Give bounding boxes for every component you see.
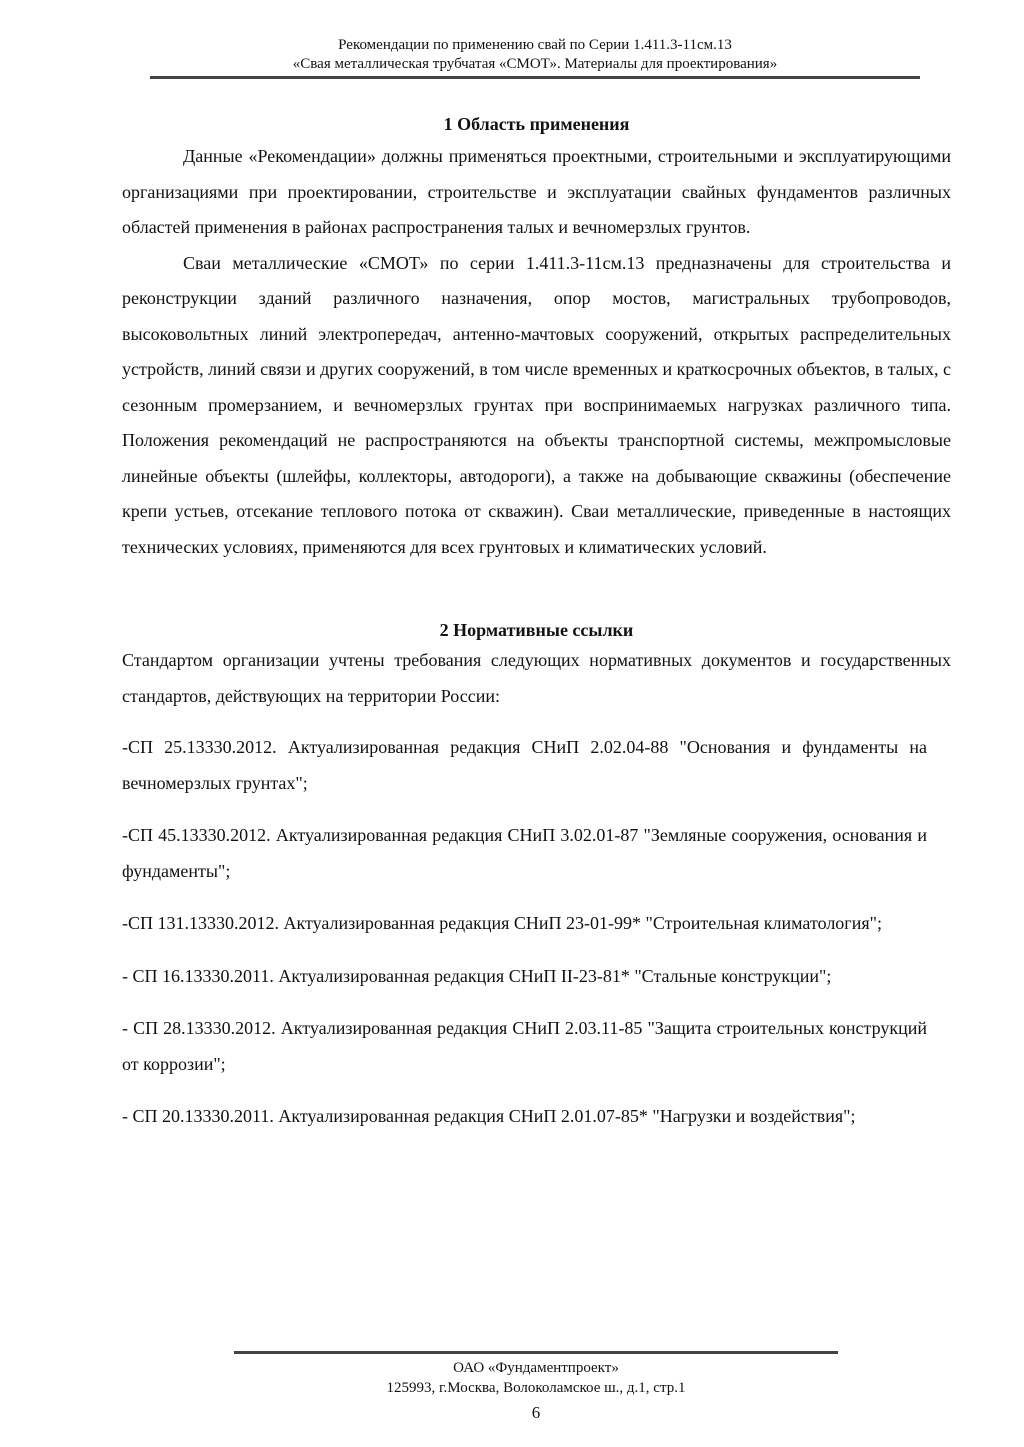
footer-address: 125993, г.Москва, Волоколамское ш., д.1, стр.1 <box>386 1380 686 1396</box>
references-list <box>122 730 927 1135</box>
header-divider <box>150 76 920 79</box>
header-line-2: «Свая металлическая трубчатая «СМОТ». Материалы для проектирования» <box>292 56 778 72</box>
section-1-paragraph: Сваи металлические «СМОТ» по серии 1.411.3-11см.13 предназначены для строительства и реконструкции зданий различного назначения, опор мостов, магистральных трубопроводов, высоковольтных линий электропередач, антенно-мачтовых сооружений, открытых распределительных устройств, линий связи и других сооружений, в том числе временных и краткосрочных объектов, в талых, с сезонным промерзанием, и вечномерзлых грунтах при воспринимаемых нагрузках различного типа. Положения рекомендаций не распространяются на объекты транспортной системы, межпромысловые линейные объекты (шлейфы, коллекторы, автодороги), а также на добывающие скважины (обеспечение крепи устьев, отсекание теплового потока от скважин). Сваи металлические, приведенные в настоящих технических условиях, применяются для всех грунтовых и климатических условий. <box>122 252 951 557</box>
page-body <box>122 111 951 1152</box>
page-number: 6 <box>531 1403 541 1422</box>
reference-item: - СП 20.13330.2011. Актуализированная редакция СНиП 2.01.07-85* "Нагрузки и воздействия"; <box>122 1106 856 1126</box>
section-2-intro: Стандартом организации учтены требования следующих нормативных документов и государственных стандартов, действующих на территории России: <box>122 650 951 706</box>
reference-item: -СП 131.13330.2012. Актуализированная редакция СНиП 23-01-99* "Строительная климатология"; <box>122 913 882 933</box>
section-1-title: 1 Область применения <box>443 114 630 134</box>
footer-divider <box>234 1351 838 1354</box>
header-line-1: Рекомендации по применению свай по Серии 1.411.3-11см.13 <box>338 37 732 53</box>
page-footer <box>234 1358 838 1423</box>
reference-item: - СП 28.13330.2012. Актуализированная редакция СНиП 2.03.11-85 "Защита строительных конструкций от коррозии"; <box>122 1018 927 1074</box>
reference-item: - СП 16.13330.2011. Актуализированная редакция СНиП II-23-81* "Стальные конструкции"; <box>122 965 832 986</box>
section-2-title: 2 Нормативные ссылки <box>439 620 634 640</box>
footer-org: ОАО «Фундаментпроект» <box>453 1360 619 1376</box>
reference-item: -СП 45.13330.2012. Актуализированная редакция СНиП 3.02.01-87 "Земляные сооружения, основания и фундаменты"; <box>122 825 927 881</box>
reference-item: -СП 25.13330.2012. Актуализированная редакция СНиП 2.02.04-88 "Основания и фундаменты на вечномерзлых грунтах"; <box>122 737 927 793</box>
section-1-paragraph: Данные «Рекомендации» должны применяться проектными, строительными и эксплуатирующими организациями при проектировании, строительстве и эксплуатации свайных фундаментов различных областей применения в районах распространения талых и вечномерзлых грунтов. <box>122 146 951 237</box>
page-header <box>150 36 920 74</box>
